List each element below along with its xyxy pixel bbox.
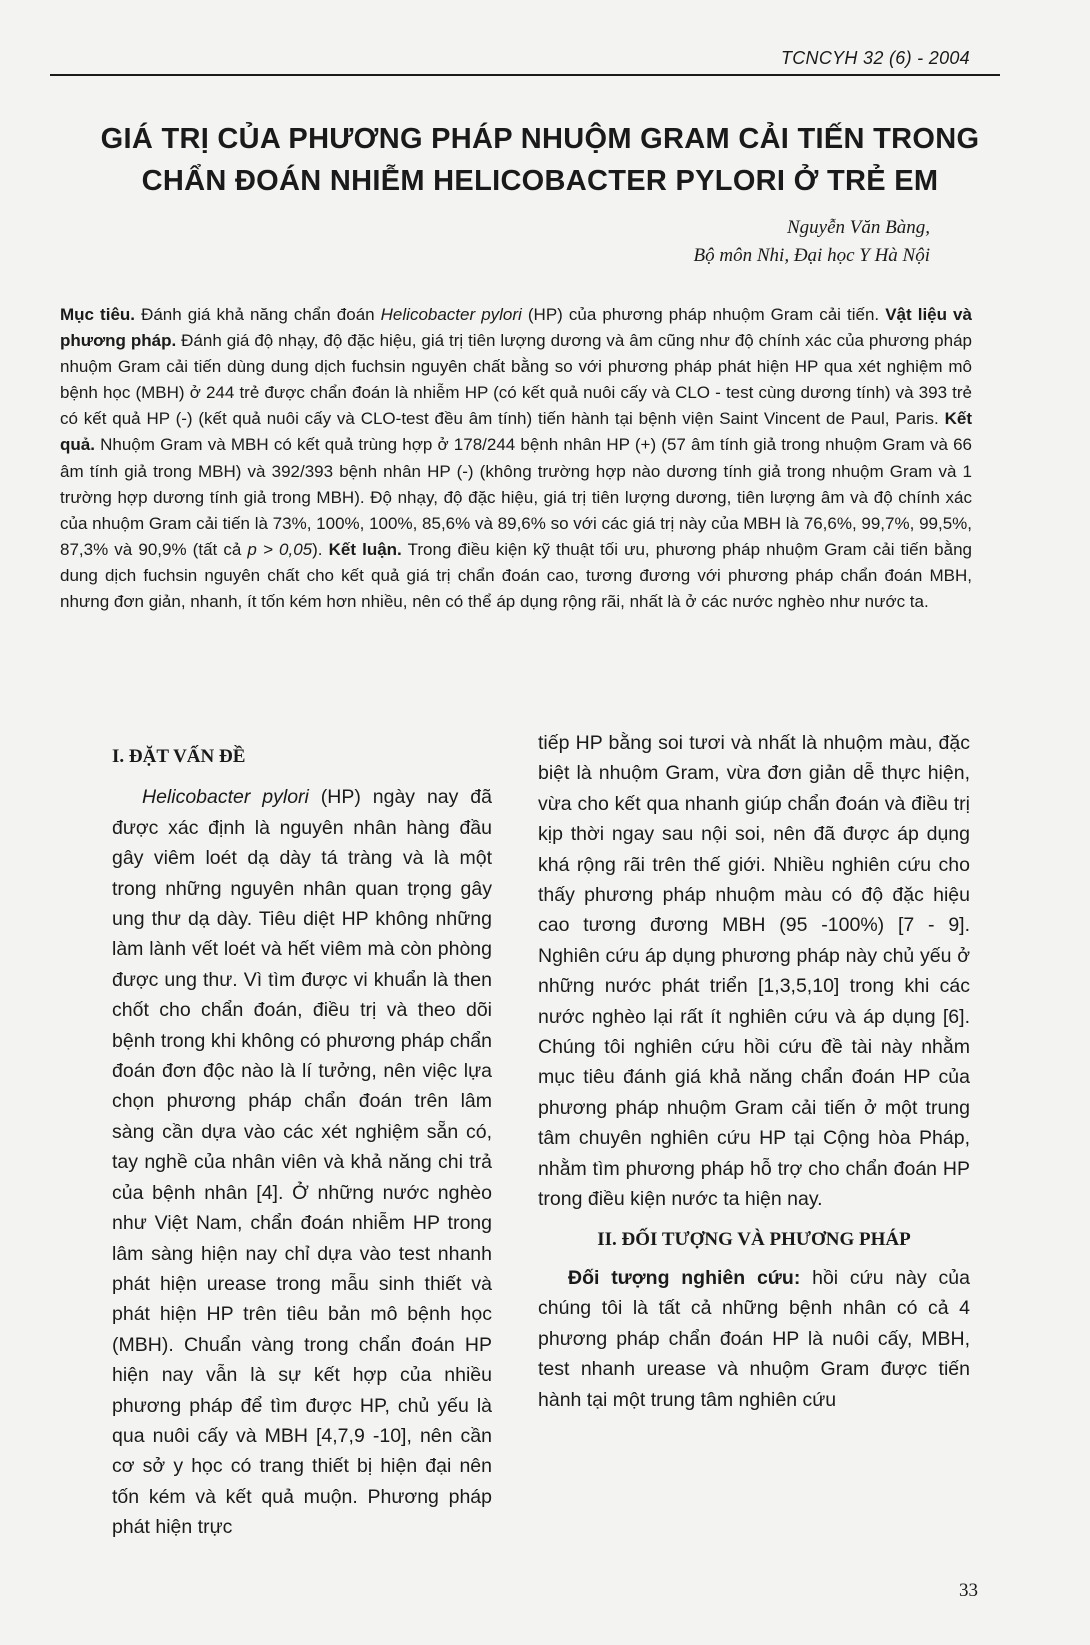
abstract-objective-text-2: (HP) của phương pháp nhuộm Gram cải tiến. — [521, 305, 886, 324]
title-line-2: CHẨN ĐOÁN NHIỄM HELICOBACTER PYLORI Ở TRẺ EM — [141, 165, 939, 197]
author-block — [694, 214, 930, 270]
section-2-heading: II. ĐỐI TƯỢNG VÀ PHƯƠNG PHÁP — [597, 1228, 911, 1250]
left-column — [112, 742, 492, 1543]
abstract-conclusion-text: Trong điều kiện kỹ thuật tối ưu, phương pháp nhuộm Gram cải tiến bằng dung dịch fuchsin nguyên chất cho kết quả giá trị chẩn đoán cao, tương đương với phương pháp chẩn đoán MBH, nhưng đơn giản, nhanh, ít tốn kém hơn nhiều, nên có thể áp dụng rộng rãi, nhất là ở các nước nghèo như nước ta. — [60, 539, 972, 612]
abstract-objective-text-1: Đánh giá khả năng chẩn đoán — [135, 305, 381, 324]
abstract-results-text-1: Nhuộm Gram và MBH có kết quả trùng hợp ở 178/244 bệnh nhân HP (+) (57 âm tính giả trong nhuộm Gram và 66 âm tính giả trong MBH) và 392/393 bệnh nhân HP (-) (không trường hợp nào dương tính giả trong nhuộm Gram và 1 trường hợp dương tính giả trong MBH). Độ nhạy, độ đặc hiệu, giá trị tiên lượng dương, tiên lượng âm và độ chính xác của nhuộm Gram cải tiến là 73%, 100%, 100%, 85,6% và 89,6% so với các giá trị này của MBH là 76,6%, 99,7%, 99,5%, 87,3% và 90,9% (tất cả — [60, 435, 972, 559]
abstract-methods-text: Đánh giá độ nhạy, độ đặc hiệu, giá trị tiên lượng dương và âm cũng như độ chính xác của phương pháp nhuộm Gram cải tiến dùng dung dịch fuchsin nguyên chất bằng so với phương pháp phát hiện HP qua xét nghiệm mô bệnh học (MBH) ở 244 trẻ được chẩn đoán là nhiễm HP (có kết quả nuôi cấy và CLO - test cùng dương tính) và 393 trẻ có kết quả HP (-) (kết quả nuôi cấy và CLO-test đều âm tính) tiến hành tại bệnh viện Saint Vincent de Paul, Paris. — [60, 331, 972, 429]
title-line-1: GIÁ TRỊ CỦA PHƯƠNG PHÁP NHUỘM GRAM CẢI TIẾN TRONG — [100, 123, 980, 155]
abstract-conclusion-label: Kết luận. — [328, 539, 402, 559]
right-column — [538, 728, 970, 1415]
abstract-hp-term: Helicobacter pylori — [380, 305, 522, 324]
abstract-objective-label: Mục tiêu. — [60, 305, 136, 324]
page-number: 33 — [959, 1580, 978, 1601]
author-name: Nguyễn Văn Bàng, — [786, 217, 930, 238]
abstract-results-label: Kết quả. — [60, 409, 972, 455]
page-header — [50, 44, 1000, 76]
section-1-paragraph — [112, 782, 492, 1542]
section-1-paragraph-continued: tiếp HP bằng soi tươi và nhất là nhuộm màu, đặc biệt là nhuộm Gram, vừa đơn giản dễ thực hiện, vừa cho kết qua nhanh giúp chẩn đoán và điều trị kịp thời ngay sau nội soi, nên đã được áp dụng khá rộng rãi trên thế giới. Nhiều nghiên cứu cho thấy phương pháp nhuộm màu có độ đặc hiệu cao tương đương MBH (95 -100%) [7 - 9]. Nghiên cứu áp dụng phương pháp này chủ yếu ở những nước phát triển [1,3,5,10] trong khi các nước nghèo lại rất ít nghiên cứu và áp dụng [6]. Chúng tôi nghiên cứu hồi cứu đề tài này nhằm mục tiêu đánh giá khả năng chẩn đoán HP của phương pháp nhuộm Gram cải tiến ở một trung tâm chuyên nghiên cứu HP tại Cộng hòa Pháp, nhằm tìm phương pháp hỗ trợ cho chẩn đoán HP trong điều kiện nước ta hiện nay. — [538, 732, 970, 1211]
section-2-paragraph — [538, 1263, 970, 1415]
abstract-p-value: p > 0,05 — [247, 539, 313, 559]
section-1-text: (HP) ngày nay đã được xác định là nguyên nhân hàng đầu gây viêm loét dạ dày tá tràng và là một trong những nguyên nhân quan trọng gây ung thư dạ dày. Tiêu diệt HP không những làm lành vết loét và hết viêm mà còn phòng được ung thư. Vì tìm được vi khuẩn là then chốt cho chẩn đoán, điều trị và theo dõi bệnh trong khi không có phương pháp chẩn đoán đơn độc nào là lí tưởng, nên việc lựa chọn phương pháp chẩn đoán trên lâm sàng cần dựa vào các xét nghiệm sẵn có, tay nghề của nhân viên và khả năng chi trả của bệnh nhân [4]. Ở những nước nghèo như Việt Nam, chẩn đoán nhiễm HP trong lâm sàng hiện nay chỉ dựa vào test nhanh phát hiện urease trong mẫu sinh thiết và phát hiện HP trên tiêu bản mô bệnh học (MBH). Chuẩn vàng trong chẩn đoán HP hiện nay vẫn là sự kết hợp của nhiều phương pháp để tìm được HP, chủ yếu là qua nuôi cấy và MBH [4,7,9 -10], nên cần cơ sở y học có trang thiết bị hiện đại nên tốn kém và kết quả muộn. Phương pháp phát hiện trực — [112, 786, 492, 1539]
section-2-lead: Đối tượng nghiên cứu: — [568, 1266, 801, 1289]
section-1-heading: I. ĐẶT VẤN ĐỀ — [112, 746, 246, 767]
abstract — [60, 302, 972, 615]
abstract-methods-label: Vật liệu và phương pháp. — [60, 305, 972, 351]
journal-citation: TCNCYH 32 (6) - 2004 — [780, 48, 970, 68]
author-affiliation: Bộ môn Nhi, Đại học Y Hà Nội — [693, 245, 930, 266]
section-1-hp-term: Helicobacter pylori — [142, 786, 309, 809]
section-2-text: hồi cứu này của chúng tôi là tất cả những bệnh nhân có cả 4 phương pháp chẩn đoán HP là nuôi cấy, MBH, test nhanh urease và nhuộm Gram được tiến hành tại một trung tâm nghiên cứu — [538, 1266, 970, 1411]
paper-title — [40, 118, 1040, 202]
abstract-results-text-2: ). — [312, 539, 329, 559]
